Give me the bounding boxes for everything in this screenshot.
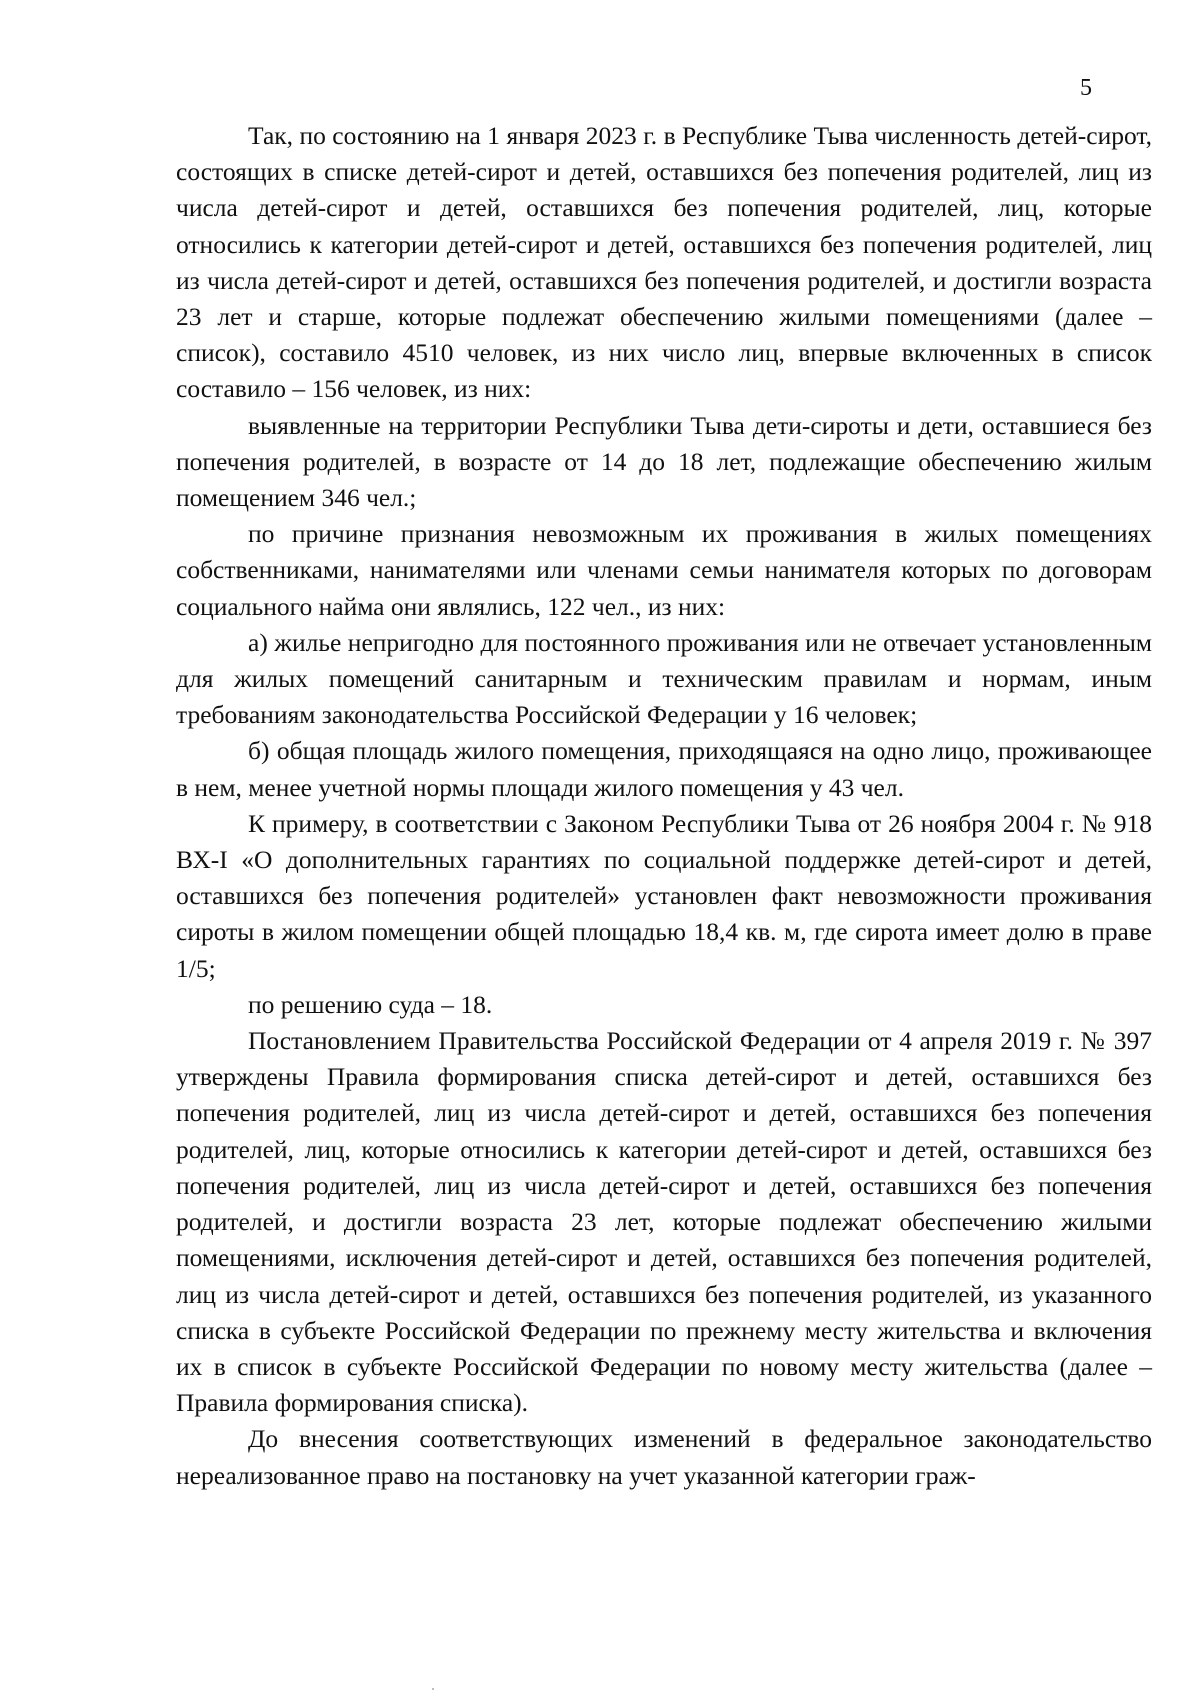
paragraph-impossible-residence: по причине признания невозможным их проживания в жилых помещениях собственниками, нанимателями или членами семьи нанимателя которых по договорам социального найма они являлись, 122 чел., из них: [176, 519, 1152, 621]
scan-artifact [432, 1688, 434, 1690]
paragraph-identified-children: выявленные на территории Республики Тыва дети-сироты и дети, оставшиеся без попечения родителей, в возрасте от 14 до 18 лет, подлежащие обеспечению жилым помещением 346 чел.; [176, 410, 1152, 513]
paragraph-item-b: б) общая площадь жилого помещения, приходящаяся на одно лицо, проживающее в нем, менее учетной нормы площади жилого помещения у 43 чел. [176, 736, 1152, 802]
paragraph-federal-legislation: До внесения соответствующих изменений в федеральное законодательство нереализованное право на постановку на учет указанной категории граж- [176, 1424, 1152, 1490]
paragraph-example-law: К примеру, в соответствии с Законом Республики Тыва от 26 ноября 2004 г. № 918 ВХ-I «О дополнительных гарантиях по социальной поддержке детей-сирот и детей, оставшихся без попечения родителей» установлен факт невозможности проживания сироты в жилом помещении общей площадью 18,4 кв. м, где сирота имеет долю в праве 1/5; [176, 808, 1152, 983]
page-number: 5 [1080, 75, 1092, 101]
paragraph-statistics-2023: Так, по состоянию на 1 января 2023 г. в Республике Тыва численность детей-сирот, состоящих в списке детей-сирот и детей, оставшихся без попечения родителей, лиц из числа детей-сирот и детей, оставшихся без попечения родителей, лиц, которые относились к категории детей-сирот и детей, оставшихся без попечения родителей, лиц из числа детей-сирот и детей, оставшихся без попечения родителей, и достигли возраста 23 лет и старше, которые подлежат обеспечению жилыми помещениями (далее – список), составило 4510 человек, из них число лиц, впервые включенных в список составило – 156 человек, из них: [176, 121, 1152, 404]
paragraph-court-decision: по решению суда – 18. [248, 989, 493, 1019]
document-body [176, 118, 1152, 1494]
paragraph-item-a: а) жилье непригодно для постоянного проживания или не отвечает установленным для жилых помещений санитарным и техническим правилам и нормам, иным требованиям законодательства Российской Федерации у 16 человек; [176, 627, 1152, 730]
paragraph-government-resolution: Постановлением Правительства Российской Федерации от 4 апреля 2019 г. № 397 утверждены Правила формирования списка детей-сирот и детей, оставшихся без попечения родителей, лиц из числа детей-сирот и детей, оставшихся без попечения родителей, лиц, которые относились к категории детей-сирот и детей, оставшихся без попечения родителей, лиц из числа детей-сирот и детей, оставшихся без попечения родителей, и достигли возраста 23 лет, которые подлежат обеспечению жилыми помещениями, исключения детей-сирот и детей, оставшихся без попечения родителей, лиц из числа детей-сирот и детей, оставшихся без попечения родителей, из указанного списка в субъекте Российской Федерации по прежнему месту жительства и включения их в список в субъекте Российской Федерации по новому месту жительства (далее – Правила формирования списка). [176, 1026, 1152, 1418]
